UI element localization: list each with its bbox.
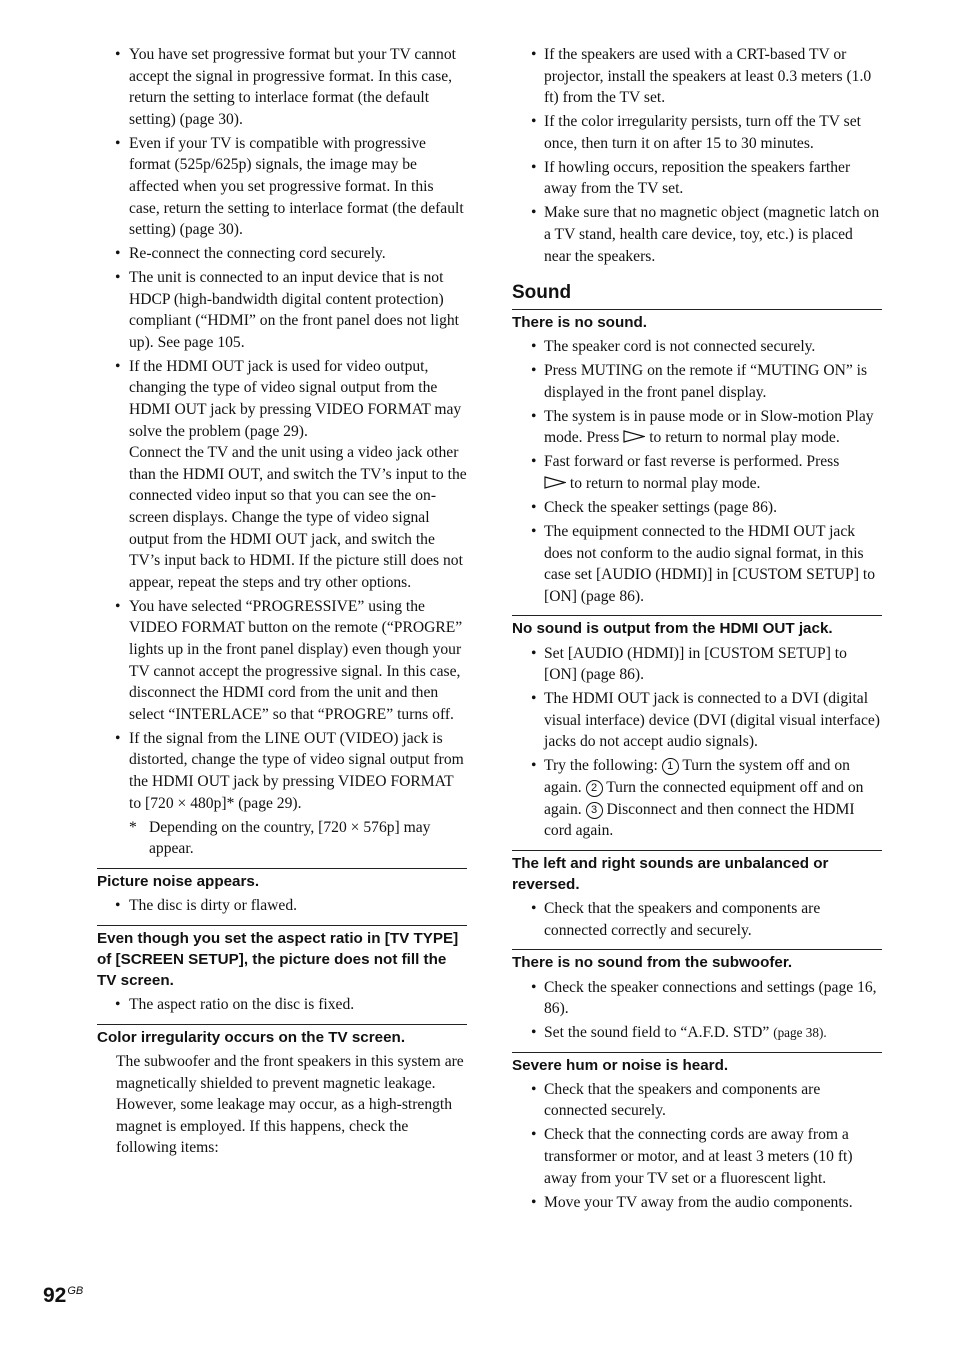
list-item: • Check that the speakers and components are connected securely. bbox=[512, 1079, 882, 1122]
no-sound-list bbox=[512, 336, 882, 607]
right-top-bullet-list bbox=[512, 44, 882, 267]
picture-noise-list bbox=[97, 895, 467, 917]
list-item: • If the color irregularity persists, turn off the TV set once, then turn it on after 15 to 30 minutes. bbox=[512, 111, 882, 154]
list-item: • Check the speaker settings (page 86). bbox=[512, 497, 882, 519]
hum-heading: Severe hum or noise is heard. bbox=[512, 1056, 729, 1074]
step-text: Disconnect and then connect the HDMI cord again. bbox=[544, 800, 855, 840]
list-item: • Re-connect the connecting cord securely. bbox=[97, 243, 467, 265]
play-icon bbox=[544, 476, 566, 489]
divider bbox=[97, 1024, 467, 1025]
subwoofer-list bbox=[512, 977, 882, 1044]
list-item: • Make sure that no magnetic object (magnetic latch on a TV stand, health care device, toy, etc.) is placed near the speakers. bbox=[512, 202, 882, 267]
divider bbox=[512, 309, 882, 310]
hdmi-bullet-text: If the HDMI OUT jack is used for video output, changing the type of video signal output from the HDMI OUT jack by pressing VIDEO FORMAT may solve the problem (page 29). bbox=[129, 357, 462, 440]
play-icon bbox=[623, 430, 645, 443]
bullet-text: The system is in pause mode or in Slow-motion Play mode. Press bbox=[544, 407, 874, 447]
section-title: Sound bbox=[512, 282, 572, 304]
list-item: • If howling occurs, reposition the speakers farther away from the TV set. bbox=[512, 157, 882, 200]
list-item: • The disc is dirty or flawed. bbox=[97, 895, 467, 917]
divider bbox=[512, 615, 882, 616]
list-item: • The unit is connected to an input device that is not HDCP (high-bandwidth digital content protection) compliant (“HDMI” on the front panel does not light up). See page 105. bbox=[97, 267, 467, 353]
bullet-text: Try the following: bbox=[544, 757, 658, 775]
picture-noise-heading: Picture noise appears. bbox=[97, 872, 260, 890]
list-item: • Even if your TV is compatible with progressive format (525p/625p) signals, the image may be affected when you set progressive format. In this case, return the setting to interlace format (the default setting) (page 30). bbox=[97, 133, 467, 241]
unbalanced-heading: The left and right sounds are unbalanced or reversed. bbox=[512, 854, 829, 893]
color-irregularity-heading: Color irregularity occurs on the TV screen. bbox=[97, 1028, 406, 1046]
no-hdmi-sound-list bbox=[512, 643, 882, 842]
list-item: • Set [AUDIO (HDMI)] in [CUSTOM SETUP] to [ON] (page 86). bbox=[512, 643, 882, 686]
step-text: Turn the system off and on again. bbox=[544, 757, 850, 796]
list-item bbox=[512, 451, 882, 494]
list-item: • Press MUTING on the remote if “MUTING ON” is displayed in the front panel display. bbox=[512, 360, 882, 403]
step-number-icon: 3 bbox=[586, 802, 603, 819]
footnote-mark: * bbox=[129, 818, 137, 836]
list-item: • If the speakers are used with a CRT-based TV or projector, install the speakers at least 0.3 meters (1.0 ft) from the TV set. bbox=[512, 44, 882, 109]
step-number-icon: 1 bbox=[662, 758, 679, 775]
hdmi-bullet-continuation: Connect the TV and the unit using a video jack other than the HDMI OUT, and switch the TV’s input to the connected video input so that you can see the on-screen displays. Change the type of video signal output from the HDMI OUT jack, and switch the TV’s input back to HDMI. If the picture still does not appear, repeat the steps and try other options. bbox=[129, 444, 467, 591]
subwoofer-heading: There is no sound from the subwoofer. bbox=[512, 954, 793, 972]
list-item: • The aspect ratio on the disc is fixed. bbox=[97, 994, 467, 1016]
list-item: • You have selected “PROGRESSIVE” using the VIDEO FORMAT button on the remote (“PROGRE” lights up in the front panel display) even though your TV cannot accept the progressive signal. In this case, disconnect the HDMI cord from the unit and then select “INTERLACE” so that “PROGRE” turns off. bbox=[97, 596, 467, 726]
bullet-text: Set the sound field to “A.F.D. STD” bbox=[544, 1024, 770, 1042]
list-item: • The speaker cord is not connected securely. bbox=[512, 336, 882, 358]
page-number-suffix: GB bbox=[67, 1285, 84, 1297]
divider bbox=[512, 1052, 882, 1053]
left-top-bullet-list bbox=[97, 44, 467, 814]
list-item: • If the signal from the LINE OUT (VIDEO) jack is distorted, change the type of video signal output from the HDMI OUT jack by pressing VIDEO FORMAT to [720 × 480p]* (page 29). bbox=[97, 728, 467, 814]
page-number bbox=[43, 1284, 83, 1308]
bullet-text: to return to normal play mode. bbox=[569, 475, 761, 493]
list-item-hdmi bbox=[97, 356, 467, 594]
left-column bbox=[97, 44, 467, 1159]
bullet-text: to return to normal play mode. bbox=[649, 429, 840, 447]
list-item bbox=[512, 406, 882, 449]
unbalanced-list bbox=[512, 898, 882, 941]
no-sound-heading: There is no sound. bbox=[512, 314, 648, 332]
list-item: • The equipment connected to the HDMI OUT jack does not conform to the audio signal format, in this case set [AUDIO (HDMI)] in [CUSTOM SETUP] to [ON] (page 86). bbox=[512, 521, 882, 607]
list-item-steps bbox=[512, 755, 882, 841]
bullet-text: Fast forward or fast reverse is performed. Press bbox=[544, 453, 840, 471]
divider bbox=[512, 850, 882, 851]
footnote-text: Depending on the country, [720 × 576p] may appear. bbox=[149, 818, 431, 858]
footnote bbox=[97, 817, 467, 860]
step-number-icon: 2 bbox=[586, 780, 603, 797]
list-item: • The HDMI OUT jack is connected to a DVI (digital visual interface) device (DVI (digital visual interface) jacks do not accept audio signals). bbox=[512, 688, 882, 753]
page-number-value: 92 bbox=[43, 1284, 67, 1307]
step-text: Turn the connected equipment off and on again. bbox=[544, 778, 864, 818]
list-item: • You have set progressive format but your TV cannot accept the signal in progressive format. In this case, return the setting to interlace format (the default setting) (page 30). bbox=[97, 44, 467, 130]
list-item: • Check that the connecting cords are away from a transformer or motor, and at least 3 meters (10 ft) away from your TV set or a fluorescent light. bbox=[512, 1124, 882, 1189]
list-item: • Check the speaker connections and settings (page 16, 86). bbox=[512, 977, 882, 1020]
divider bbox=[97, 868, 467, 869]
hum-list bbox=[512, 1079, 882, 1213]
aspect-ratio-heading: Even though you set the aspect ratio in [TV TYPE] of [SCREEN SETUP], the picture does not fill the TV screen. bbox=[97, 929, 459, 989]
divider bbox=[97, 925, 467, 926]
list-item: • Check that the speakers and components are connected correctly and securely. bbox=[512, 898, 882, 941]
page-reference: (page 38). bbox=[773, 1025, 827, 1041]
divider bbox=[512, 949, 882, 950]
aspect-ratio-list bbox=[97, 994, 467, 1016]
right-column bbox=[512, 44, 882, 1216]
no-hdmi-sound-heading: No sound is output from the HDMI OUT jack. bbox=[512, 620, 833, 638]
list-item: • Move your TV away from the audio components. bbox=[512, 1192, 882, 1214]
list-item bbox=[512, 1022, 882, 1044]
color-irregularity-paragraph: The subwoofer and the front speakers in this system are magnetically shielded to prevent magnetic leakage. However, some leakage may occur, as a high-strength magnet is employed. If this happens, check the following items: bbox=[116, 1052, 464, 1157]
